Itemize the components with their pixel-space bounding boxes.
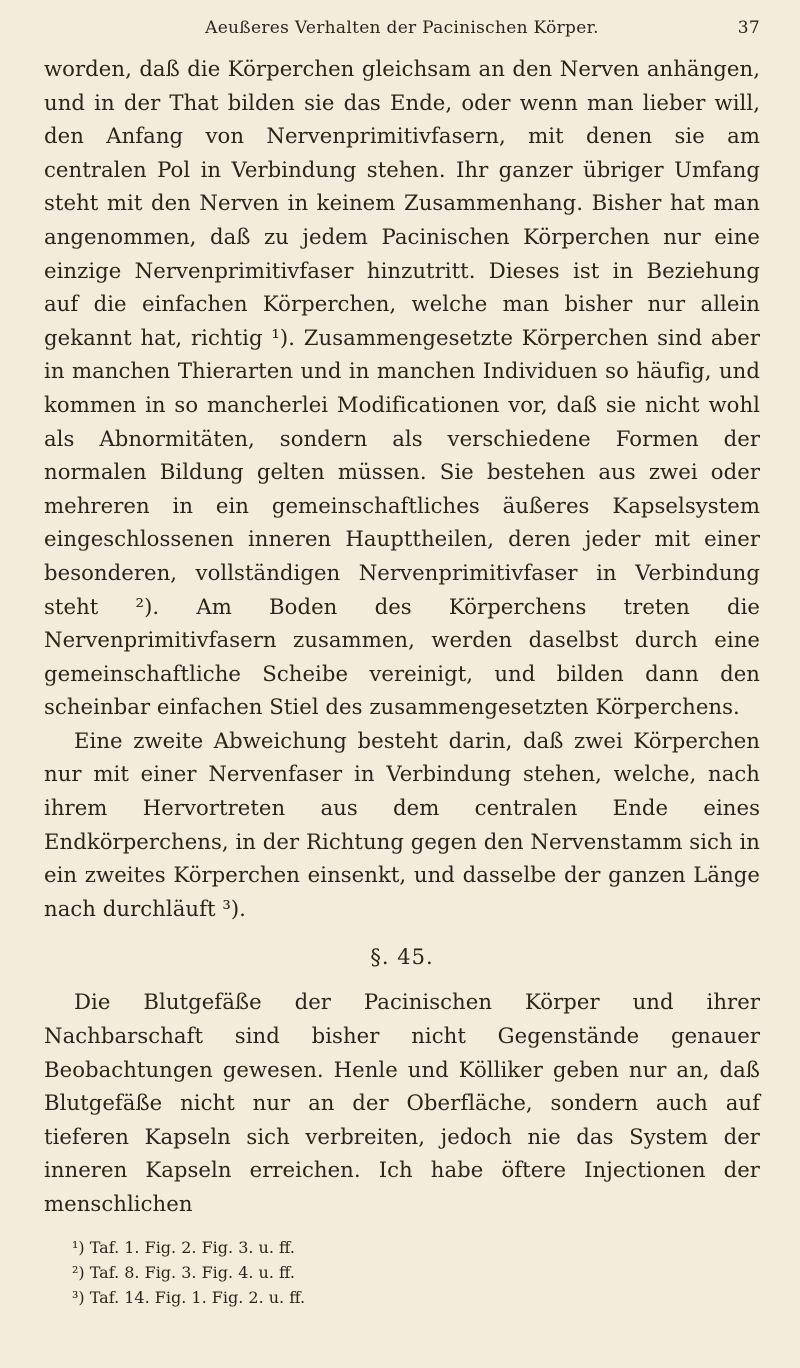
- page-number: 37: [737, 18, 760, 38]
- paragraph-2: Eine zweite Abweichung besteht darin, daß zwei Körperchen nur mit einer Nervenfaser in Verbindung stehen, welche, nach ihrem Hervortreten aus dem centralen Ende eines Endkörperchens, in der Richtung gegen den Nervenstamm sich in ein zweites Körperchen einsenkt, und dasselbe der ganzen Länge nach durchläuft ³).: [44, 727, 760, 921]
- running-header: [44, 18, 760, 52]
- running-title: Aeußeres Verhalten der Pacinischen Körper.: [205, 18, 599, 38]
- section-heading: §. 45.: [370, 945, 434, 970]
- footnote-1: ¹) Taf. 1. Fig. 2. Fig. 3. u. ff.: [72, 1237, 295, 1257]
- footnote-3: ³) Taf. 14. Fig. 1. Fig. 2. u. ff.: [72, 1287, 306, 1307]
- paragraph-1: worden, daß die Körperchen gleichsam an den Nerven anhängen, und in der That bilden sie das Ende, oder wenn man lieber will, den Anfang von Nervenprimitivfasern, mit denen sie am centralen Pol in Verbindung stehen. Ihr ganzer übriger Umfang steht mit den Nerven in keinem Zusammenhang. Bisher hat man angenommen, daß zu jedem Pacinischen Körperchen nur eine einzige Nervenprimitivfaser hinzutritt. Dieses ist in Beziehung auf die einfachen Körperchen, welche man bisher nur allein gekannt hat, richtig ¹). Zusammengesetzte Körperchen sind aber in manchen Thierarten und in manchen Individuen so häufig, und kommen in so mancherlei Modificationen vor, daß sie nicht wohl als Abnormitäten, sondern als verschiedene Formen der normalen Bildung gelten müssen. Sie bestehen aus zwei oder mehreren in ein gemeinschaftliches äußeres Kapselsystem eingeschlossenen inneren Haupttheilen, deren jeder mit einer besonderen, vollständigen Nervenprimitivfaser in Verbindung steht ²). Am Boden des Körperchens treten die Nervenprimitivfasern zusammen, werden daselbst durch eine gemeinschaftliche Scheibe vereinigt, und bilden dann den scheinbar einfachen Stiel des zusammengesetzten Körperchens.: [44, 56, 760, 720]
- main-text: [44, 52, 760, 1221]
- paragraph-3: Die Blutgefäße der Pacinischen Körper und ihrer Nachbarschaft sind bisher nicht Gegenstände genauer Beobachtungen gewesen. Henle und Kölliker geben nur an, daß Blutgefäße nicht nur an der Oberfläche, sondern auch auf tieferen Kapseln sich verbreiten, jedoch nie das System der inneren Kapseln erreichen. Ich habe öftere Injectionen der menschlichen: [44, 989, 760, 1216]
- footnote-2: ²) Taf. 8. Fig. 3. Fig. 4. u. ff.: [72, 1262, 295, 1282]
- footnotes: [44, 1235, 760, 1310]
